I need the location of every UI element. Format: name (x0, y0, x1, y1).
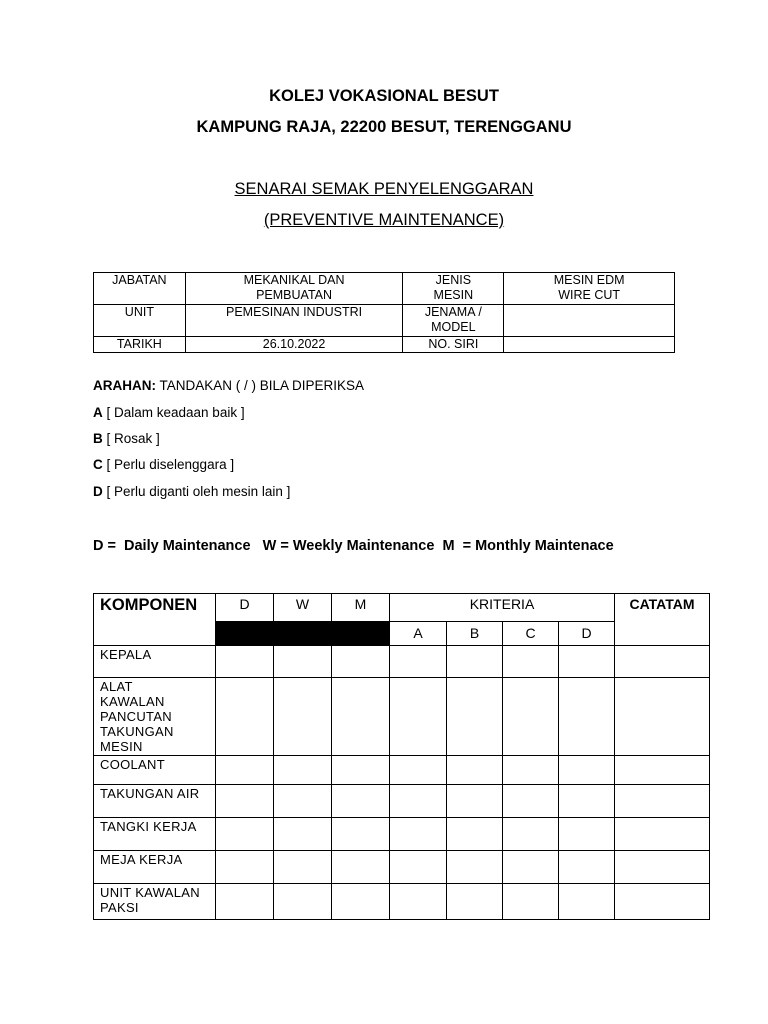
maintenance-legend: D = Daily Maintenance W = Weekly Maintenance M = Monthly Maintenace (93, 538, 614, 554)
document-subtitle: (PREVENTIVE MAINTENANCE) (263, 211, 505, 229)
check-cell[interactable] (559, 785, 615, 818)
check-cell[interactable] (503, 884, 559, 920)
instruction-c (93, 457, 234, 472)
note-cell[interactable] (615, 851, 710, 884)
text-b: [ Rosak ] (102, 431, 160, 446)
note-cell[interactable] (615, 646, 710, 678)
jabatan-value: MEKANIKAL DAN PEMBUATAN (185, 273, 403, 305)
check-cell[interactable] (390, 884, 447, 920)
check-cell[interactable] (216, 851, 274, 884)
no-siri-label: NO. SIRI (403, 337, 504, 353)
component-label: TAKUNGAN AIR (94, 785, 216, 818)
check-cell[interactable] (559, 756, 615, 785)
key-d: D (93, 484, 103, 499)
check-cell[interactable] (559, 851, 615, 884)
tarikh-label: TARIKH (94, 337, 186, 353)
info-table (93, 272, 675, 353)
component-label: COOLANT (94, 756, 216, 785)
table-row (94, 785, 710, 818)
check-cell[interactable] (390, 646, 447, 678)
check-cell[interactable] (274, 818, 332, 851)
check-cell[interactable] (559, 646, 615, 678)
check-cell[interactable] (332, 646, 390, 678)
check-cell[interactable] (274, 785, 332, 818)
check-cell[interactable] (216, 818, 274, 851)
text-a: [ Dalam keadaan baik ] (102, 405, 245, 420)
check-cell[interactable] (390, 678, 447, 756)
check-cell[interactable] (503, 756, 559, 785)
check-cell[interactable] (332, 678, 390, 756)
check-cell[interactable] (274, 678, 332, 756)
check-cell[interactable] (447, 785, 503, 818)
text-d: [ Perlu diganti oleh mesin lain ] (102, 484, 291, 499)
component-label: MEJA KERJA (94, 851, 216, 884)
check-cell[interactable] (447, 756, 503, 785)
header-criteria-c: C (503, 622, 559, 646)
check-cell[interactable] (503, 785, 559, 818)
note-cell[interactable] (615, 884, 710, 920)
table-row (94, 884, 710, 920)
check-cell[interactable] (332, 785, 390, 818)
header-criteria-b: B (447, 622, 503, 646)
check-cell[interactable] (332, 756, 390, 785)
check-cell[interactable] (274, 851, 332, 884)
header-daily: D (216, 594, 274, 622)
check-cell[interactable] (447, 678, 503, 756)
key-b: B (93, 431, 103, 446)
shaded-cell-daily (216, 622, 274, 646)
unit-value: PEMESINAN INDUSTRI (185, 305, 403, 337)
table-row (94, 646, 710, 678)
check-cell[interactable] (332, 884, 390, 920)
college-name: KOLEJ VOKASIONAL BESUT (269, 87, 499, 105)
check-cell[interactable] (274, 756, 332, 785)
arahan-label: ARAHAN: (93, 378, 156, 393)
check-cell[interactable] (503, 818, 559, 851)
header-criteria-a: A (390, 622, 447, 646)
check-cell[interactable] (447, 884, 503, 920)
note-cell[interactable] (615, 785, 710, 818)
header-catatan: CATATAM (615, 594, 710, 646)
check-cell[interactable] (332, 851, 390, 884)
table-row (94, 678, 710, 756)
instruction-arahan (93, 378, 364, 393)
unit-label: UNIT (94, 305, 186, 337)
jenis-mesin-value: MESIN EDM WIRE CUT (504, 273, 675, 305)
jenama-model-value (504, 305, 675, 337)
jenama-model-label: JENAMA / MODEL (403, 305, 504, 337)
check-cell[interactable] (274, 646, 332, 678)
check-cell[interactable] (503, 678, 559, 756)
text-c: [ Perlu diselenggara ] (102, 457, 235, 472)
college-address: KAMPUNG RAJA, 22200 BESUT, TERENGGANU (196, 118, 572, 136)
instruction-b (93, 431, 160, 446)
instruction-a (93, 405, 245, 420)
table-row (94, 818, 710, 851)
shaded-cell-monthly (332, 622, 390, 646)
check-cell[interactable] (390, 818, 447, 851)
check-cell[interactable] (559, 678, 615, 756)
checklist-table (93, 593, 710, 920)
check-cell[interactable] (332, 818, 390, 851)
component-label: TANGKI KERJA (94, 818, 216, 851)
check-cell[interactable] (503, 646, 559, 678)
check-cell[interactable] (447, 851, 503, 884)
check-cell[interactable] (216, 884, 274, 920)
key-a: A (93, 405, 103, 420)
header-kriteria: KRITERIA (390, 594, 615, 622)
component-label: UNIT KAWALAN PAKSI (94, 884, 216, 920)
header-monthly: M (332, 594, 390, 622)
header-komponen: KOMPONEN (94, 594, 216, 646)
note-cell[interactable] (615, 756, 710, 785)
check-cell[interactable] (447, 646, 503, 678)
header-weekly: W (274, 594, 332, 622)
jabatan-label: JABATAN (94, 273, 186, 305)
check-cell[interactable] (216, 756, 274, 785)
note-cell[interactable] (615, 678, 710, 756)
shaded-cell-weekly (274, 622, 332, 646)
check-cell[interactable] (216, 646, 274, 678)
key-c: C (93, 457, 103, 472)
note-cell[interactable] (615, 818, 710, 851)
arahan-text: TANDAKAN ( / ) BILA DIPERIKSA (156, 378, 365, 393)
table-row (94, 851, 710, 884)
check-cell[interactable] (559, 818, 615, 851)
check-cell[interactable] (216, 785, 274, 818)
check-cell[interactable] (559, 884, 615, 920)
check-cell[interactable] (216, 678, 274, 756)
instruction-d (93, 484, 290, 499)
no-siri-value (504, 337, 675, 353)
document-title: SENARAI SEMAK PENYELENGGARAN (234, 180, 534, 198)
component-label: KEPALA (94, 646, 216, 678)
table-row (94, 756, 710, 785)
check-cell[interactable] (503, 851, 559, 884)
check-cell[interactable] (447, 818, 503, 851)
check-cell[interactable] (390, 851, 447, 884)
component-label: ALAT KAWALAN PANCUTAN TAKUNGAN MESIN (94, 678, 216, 756)
tarikh-value: 26.10.2022 (185, 337, 403, 353)
header-criteria-d: D (559, 622, 615, 646)
jenis-mesin-label: JENIS MESIN (403, 273, 504, 305)
check-cell[interactable] (390, 785, 447, 818)
check-cell[interactable] (274, 884, 332, 920)
check-cell[interactable] (390, 756, 447, 785)
